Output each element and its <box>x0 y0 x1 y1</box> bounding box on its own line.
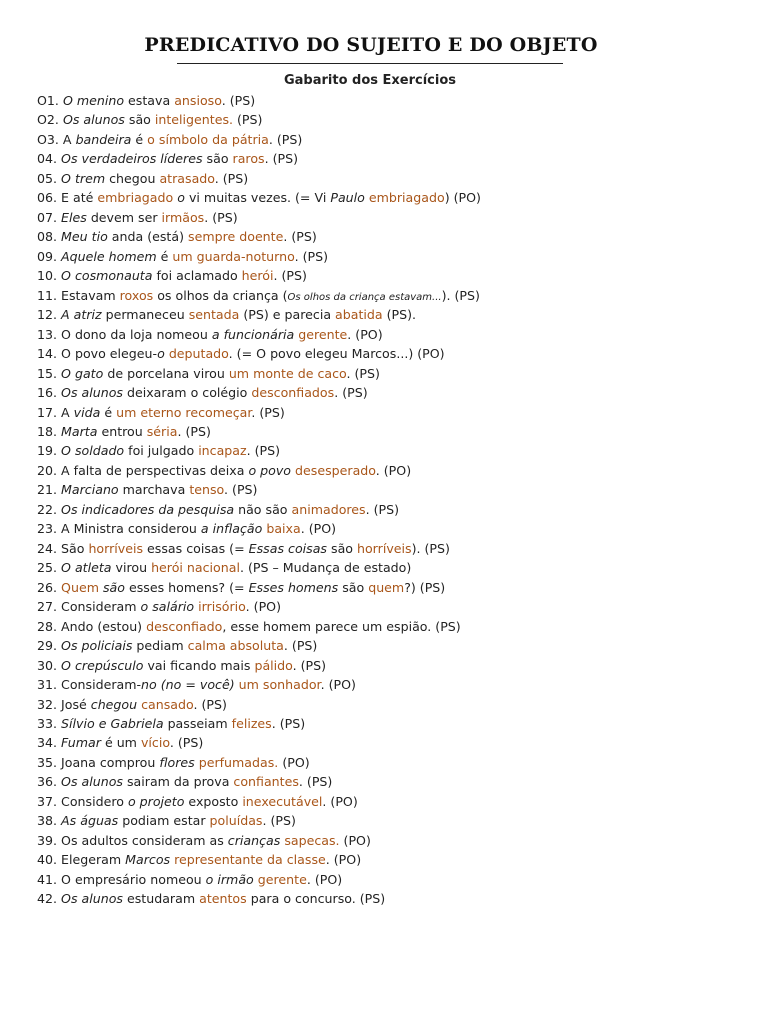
predicative-highlight: deputado <box>168 346 229 362</box>
answer-text: . (PS) <box>193 696 227 712</box>
answer-text: . (PS) <box>271 716 306 731</box>
answer-text: 24. São <box>37 540 89 556</box>
answer-text: 25. <box>37 560 62 576</box>
subject-object-term: Os alunos <box>61 891 123 907</box>
answer-text: permaneceu <box>101 307 189 323</box>
subject-object-term: Eles <box>61 209 87 225</box>
answer-text: sairam da prova <box>122 774 234 790</box>
answer-text: , esse homem parece um espião. (PS) <box>222 618 461 634</box>
answer-text: 26. <box>37 579 62 595</box>
answer-text: O3. A <box>37 131 76 147</box>
answer-text: foi julgado <box>124 443 199 459</box>
small-note: da criança estavam... <box>330 291 442 303</box>
answer-item <box>37 286 757 305</box>
subject-object-term: o <box>157 346 165 362</box>
answer-text: não são <box>234 501 292 517</box>
subject-object-term: Marta <box>61 423 98 439</box>
answer-item <box>37 441 757 460</box>
answer-item <box>37 539 757 558</box>
subject-object-term: Os indicadores da pesquisa <box>61 501 235 517</box>
answer-item <box>37 383 757 402</box>
answer-text: 04. <box>37 151 62 167</box>
predicative-highlight: horríveis <box>88 540 144 556</box>
answer-text: . (PS) <box>334 385 368 401</box>
subject-object-term: Marciano <box>61 482 119 498</box>
answer-item <box>37 889 757 908</box>
answer-text: 18. <box>37 423 62 439</box>
answer-text: vi muitas vezes. (= Vi <box>184 190 331 206</box>
predicative-highlight: poluídas <box>209 813 263 829</box>
answer-item <box>37 149 757 168</box>
answer-item <box>37 656 757 675</box>
answer-text: são <box>202 151 233 167</box>
answer-text: 31. Consideram- <box>37 677 142 693</box>
answer-text: . (PS) <box>264 151 299 167</box>
answer-text: 06. E até <box>37 190 98 206</box>
subject-object-term: Os verdadeiros líderes <box>61 151 203 167</box>
answer-text: 21. <box>37 482 62 498</box>
answer-text: 33. <box>37 716 62 731</box>
answer-text: 12. <box>37 307 62 323</box>
answer-text: 13. O dono da loja nomeou <box>37 326 212 342</box>
predicative-highlight: um monte de caco <box>228 365 347 381</box>
answer-item <box>37 500 757 519</box>
predicative-highlight: roxos <box>119 287 154 303</box>
answer-item <box>37 110 757 129</box>
answer-item <box>37 714 757 733</box>
answer-item <box>37 811 757 830</box>
answer-item <box>37 344 757 363</box>
answer-text: podiam estar <box>118 813 210 829</box>
answer-text: são <box>338 579 369 595</box>
answer-item <box>37 636 757 655</box>
answer-text: estava <box>124 93 175 108</box>
subject-object-term: A atriz <box>61 307 102 323</box>
predicative-highlight: herói nacional <box>151 560 240 576</box>
answer-text: ). (PS) <box>411 540 450 556</box>
predicative-highlight: gerente <box>257 871 307 887</box>
answer-text: . (PS) <box>204 209 238 225</box>
predicative-highlight: tenso <box>189 482 225 498</box>
subject-object-term: As águas <box>61 813 119 829</box>
predicative-highlight: ansioso <box>174 93 222 108</box>
subject-object-term: o salário <box>140 599 195 615</box>
subject-object-term: a funcionária <box>211 326 295 342</box>
answer-item <box>37 305 757 324</box>
answer-text: é <box>156 248 173 264</box>
answer-text: ) (PO) <box>444 190 481 206</box>
answer-item <box>37 695 757 714</box>
answer-text: 39. Os adultos consideram as <box>37 832 228 848</box>
predicative-highlight: perfumadas. <box>198 754 279 770</box>
answer-item <box>37 422 757 441</box>
answer-text: . (= O povo elegeu Marcos...) (PO) <box>228 346 445 362</box>
answer-item <box>37 519 757 538</box>
answer-text: 27. Consideram <box>37 599 141 615</box>
answer-item <box>37 792 757 811</box>
subject-object-term: O atleta <box>61 560 112 576</box>
subject-object-term: O gato <box>61 365 104 381</box>
answer-text: . (PO) <box>245 599 281 615</box>
answer-item <box>37 403 757 422</box>
answer-text: chegou <box>105 170 160 186</box>
answer-text: . (PO) <box>375 462 412 478</box>
answer-item <box>37 870 757 889</box>
answer-text: 35. Joana comprou <box>37 754 160 770</box>
answer-item <box>37 558 757 577</box>
answer-text: (PS) <box>233 112 263 128</box>
predicative-highlight: horríveis <box>357 540 412 556</box>
answer-item <box>37 831 757 850</box>
subject-object-term: Meu tio <box>61 229 108 245</box>
predicative-highlight: representante da classe <box>174 852 326 868</box>
answer-text: 30. <box>37 657 62 673</box>
predicative-highlight: inteligentes. <box>154 112 234 128</box>
predicative-highlight: baixa <box>266 521 301 537</box>
predicative-highlight: sapecas. <box>284 832 340 848</box>
answer-text: 40. Elegeram <box>37 852 126 868</box>
subject-object-term: O menino <box>62 93 125 108</box>
answer-text: O2. <box>37 112 63 128</box>
answer-text: . (PS) <box>214 170 249 186</box>
answer-text: . (PS) <box>268 131 303 147</box>
answer-item <box>37 208 757 227</box>
answer-text: . (PO) <box>320 677 356 693</box>
subject-object-term: bandeira <box>75 131 132 147</box>
subject-object-term: o projeto <box>127 793 185 809</box>
answer-item <box>37 325 757 344</box>
answer-text: 19. <box>37 443 62 459</box>
answer-item <box>37 850 757 869</box>
predicative-highlight: raros <box>232 151 265 167</box>
answer-text: 41. O empresário nomeou <box>37 871 206 887</box>
predicative-highlight: o símbolo da pátria <box>147 131 269 147</box>
subject-object-term: O soldado <box>61 443 125 459</box>
answer-text: essas coisas (= <box>143 540 249 556</box>
predicative-highlight: atrasado <box>159 170 215 186</box>
answer-text: anda (está) <box>107 229 189 245</box>
predicative-highlight: atentos <box>199 891 247 907</box>
predicative-highlight: desconfiado <box>146 618 223 634</box>
predicative-highlight: abatida <box>335 307 383 323</box>
answer-text: 05. <box>37 170 62 186</box>
answer-text: . (PS) <box>273 268 307 284</box>
answer-text: . (PO) <box>300 521 337 537</box>
predicative-highlight: vício <box>140 735 170 751</box>
answer-text: . (PS – Mudança de estado) <box>239 560 412 576</box>
document-title: PREDICATIVO DO SUJEITO E DO OBJETO <box>144 34 598 56</box>
predicative-highlight: irrisório <box>198 599 246 615</box>
answer-text: 09. <box>37 248 62 264</box>
predicative-highlight: sempre doente <box>188 229 284 245</box>
answer-text: é <box>131 131 148 147</box>
answer-text: . (PS) <box>177 423 211 439</box>
document-subtitle: Gabarito dos Exercícios <box>283 73 457 88</box>
answer-text: esses homens? (= <box>124 579 249 595</box>
answer-text: . (PO) <box>325 852 362 868</box>
answer-text: ). (PS) <box>441 287 480 303</box>
answer-text: 38. <box>37 813 62 829</box>
answer-item <box>37 733 757 752</box>
subject-object-term: Os alunos <box>62 112 125 128</box>
answer-text: . (PS) <box>262 813 296 829</box>
answer-text: marchava <box>118 482 190 498</box>
answer-text: devem ser <box>86 209 162 225</box>
answer-text: . (PS) <box>221 93 256 108</box>
answer-text: (PO) <box>339 832 371 848</box>
title-underline <box>177 63 563 64</box>
subject-object-term: Os policiais <box>61 638 133 654</box>
answer-text: deixaram o colégio <box>122 385 252 401</box>
subject-object-term: vida <box>73 404 101 420</box>
small-note: Os olhos <box>287 291 331 303</box>
subject-object-term: o irmão <box>205 871 254 887</box>
answer-text: 15. <box>37 365 62 381</box>
answer-item <box>37 227 757 246</box>
subject-object-term: Aquele homem <box>61 248 157 264</box>
answer-text: 37. Considero <box>37 793 128 809</box>
predicative-highlight: embriagado <box>97 190 174 206</box>
answer-text: estudaram <box>122 891 200 907</box>
predicative-highlight: Quem <box>61 579 99 595</box>
subject-object-term: o <box>177 190 185 206</box>
predicative-highlight: confiantes <box>233 774 299 790</box>
answer-item <box>37 130 757 149</box>
answer-item <box>37 772 757 791</box>
answer-text: . (PS) <box>283 638 318 654</box>
predicative-highlight: calma absoluta <box>187 638 284 654</box>
answer-text: (PS) e parecia <box>239 307 336 323</box>
answer-text: . (PS) <box>298 774 333 790</box>
answer-text: . (PS) <box>294 248 328 264</box>
predicative-highlight: incapaz <box>198 443 247 459</box>
predicative-highlight: felizes <box>231 716 272 731</box>
answer-text: . (PS) <box>251 404 285 420</box>
subject-object-term: O trem <box>61 170 106 186</box>
answer-text: são <box>327 540 357 556</box>
predicative-highlight: um guarda-noturno <box>172 248 295 264</box>
predicative-highlight: um eterno recomeçar <box>116 404 252 420</box>
predicative-highlight: séria <box>146 423 178 439</box>
predicative-highlight: embriagado <box>368 190 445 206</box>
answer-item <box>37 675 757 694</box>
answer-item <box>37 169 757 188</box>
answer-item <box>37 91 757 110</box>
answer-text: vai ficando mais <box>143 657 255 673</box>
answer-text: exposto <box>184 793 243 809</box>
answer-item <box>37 188 757 207</box>
answer-text: virou <box>111 560 152 576</box>
predicative-highlight: irmãos <box>161 209 205 225</box>
predicative-highlight: desesperado <box>295 462 376 478</box>
answer-text: pediam <box>132 638 188 654</box>
subject-object-term: Os alunos <box>61 774 123 790</box>
predicative-highlight: quem <box>368 579 405 595</box>
predicative-highlight: desconfiados <box>251 385 335 401</box>
answer-text: O1. <box>37 93 63 108</box>
answer-text: . (PS) <box>283 229 317 245</box>
answer-item <box>37 617 757 636</box>
answer-text: . (PO) <box>347 326 383 342</box>
subject-object-term: Essas coisas <box>248 540 327 556</box>
answer-text: (PS). <box>382 307 417 323</box>
answer-list <box>37 91 757 909</box>
predicative-highlight: gerente <box>298 326 348 342</box>
answer-text: de porcelana virou <box>103 365 229 381</box>
answer-text: ?) (PS) <box>404 579 446 595</box>
answer-text: 16. <box>37 385 62 401</box>
predicative-highlight: animadores <box>291 501 366 517</box>
answer-item <box>37 753 757 772</box>
subject-object-term: flores <box>159 754 195 770</box>
predicative-highlight: pálido <box>254 657 293 673</box>
answer-item <box>37 480 757 499</box>
subject-object-term: O cosmonauta <box>61 268 153 284</box>
answer-text: . (PS) <box>246 443 281 459</box>
answer-text: 34. <box>37 735 62 751</box>
subject-object-term: Fumar <box>61 735 101 751</box>
answer-text: 14. O povo elegeu- <box>37 346 158 362</box>
subject-object-term: no (no = você) <box>141 677 235 693</box>
answer-text: 11. Estavam <box>37 287 120 303</box>
predicative-highlight: inexecutável <box>242 793 323 809</box>
answer-text: é <box>100 404 117 420</box>
answer-text: 17. A <box>37 404 74 420</box>
answer-text: os olhos da criança ( <box>153 287 288 303</box>
answer-text: 23. A Ministra considerou <box>37 521 201 537</box>
answer-text: 36. <box>37 774 62 790</box>
answer-text: (PO) <box>278 754 310 770</box>
subject-object-term: Esses homens <box>248 579 339 595</box>
answer-text: para o concurso. (PS) <box>246 891 386 907</box>
answer-text: foi aclamado <box>152 268 242 284</box>
answer-text: 28. Ando (estou) <box>37 618 147 634</box>
answer-text: passeiam <box>163 716 232 731</box>
subject-object-term: O crepúsculo <box>61 657 144 673</box>
subject-object-term: são <box>102 579 125 595</box>
answer-text: é um <box>100 735 141 751</box>
answer-text: . (PS) <box>292 657 327 673</box>
answer-text: 22. <box>37 501 62 517</box>
subject-object-term: a inflação <box>200 521 263 537</box>
answer-text: . (PO) <box>322 793 358 809</box>
answer-text: . (PS) <box>346 365 380 381</box>
answer-item <box>37 597 757 616</box>
answer-text: . (PO) <box>306 871 343 887</box>
answer-text: 32. José <box>37 696 91 712</box>
answer-text: 10. <box>37 268 62 284</box>
subject-object-term: o povo <box>248 462 292 478</box>
answer-item <box>37 461 757 480</box>
subject-object-term: Paulo <box>330 190 365 206</box>
answer-text: 07. <box>37 209 62 225</box>
answer-item <box>37 578 757 597</box>
answer-item <box>37 247 757 266</box>
subject-object-term: crianças <box>227 832 281 848</box>
answer-text: 42. <box>37 891 62 907</box>
answer-text: entrou <box>97 423 147 439</box>
answer-text: . (PS) <box>224 482 258 498</box>
answer-item <box>37 266 757 285</box>
answer-text: 20. A falta de perspectivas deixa <box>37 462 249 478</box>
subject-object-term: Sílvio e Gabriela <box>61 716 164 731</box>
answer-text: 29. <box>37 638 62 654</box>
subject-object-term: chegou <box>90 696 138 712</box>
predicative-highlight: herói <box>241 268 274 284</box>
subject-object-term: Marcos <box>125 852 171 868</box>
answer-text: são <box>124 112 155 128</box>
predicative-highlight: cansado <box>141 696 194 712</box>
answer-text: 08. <box>37 229 62 245</box>
predicative-highlight: sentada <box>188 307 240 323</box>
predicative-highlight: um sonhador <box>238 677 321 693</box>
subject-object-term: Os alunos <box>61 385 123 401</box>
answer-item <box>37 364 757 383</box>
answer-text: . (PS) <box>365 501 400 517</box>
answer-text: . (PS) <box>169 735 204 751</box>
